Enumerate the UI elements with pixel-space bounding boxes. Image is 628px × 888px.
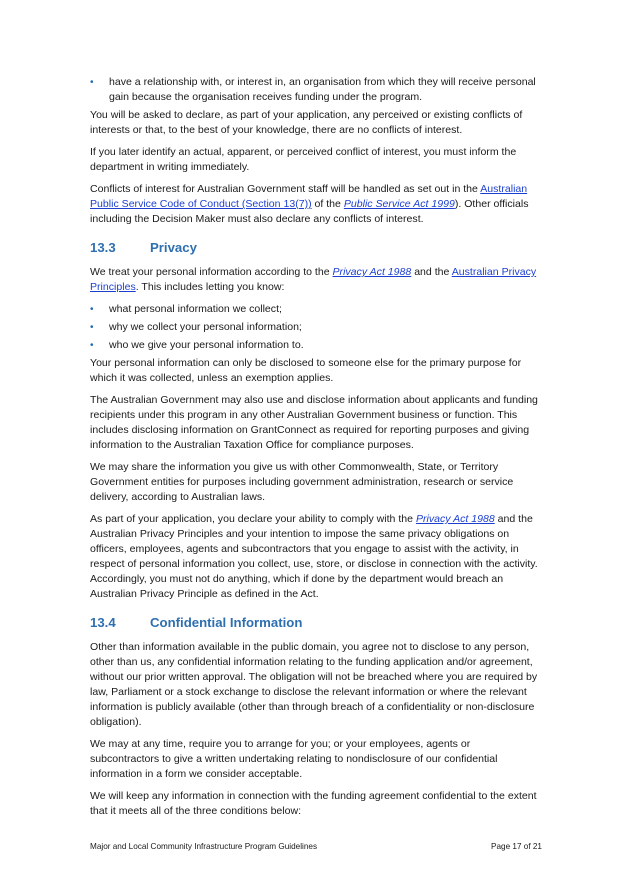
bullet-icon: • <box>90 77 94 88</box>
paragraph: Conflicts of interest for Australian Government staff will be handled as set out in the Australian Public Service Code of Conduct (Section 13(7)) of the Public Service Act 1999). Other officials including the Decision Maker must also declare any conflicts of interest. <box>90 183 529 225</box>
document-page <box>90 75 542 826</box>
page-footer <box>90 842 542 851</box>
page-number: Page 17 of 21 <box>491 842 542 851</box>
paragraph: If you later identify an actual, apparent, or perceived conflict of interest, you must inform the department in writing immediately. <box>90 146 517 173</box>
paragraph: We will keep any information in connection with the funding agreement confidential to the extent that it meets all of the three conditions below: <box>90 790 537 817</box>
public-service-act-link[interactable]: Public Service Act 1999 <box>343 198 455 210</box>
section-heading-privacy: 13.3 Privacy <box>90 240 197 255</box>
conflict-bullet-list <box>90 75 542 105</box>
australian-privacy-principles-link[interactable]: Australian Privacy Principles <box>90 266 537 293</box>
paragraph: As part of your application, you declare your ability to comply with the Privacy Act 1988 and the Australian Privacy Principles and your intention to impose the same privacy obligations on officers, employees, agents and subcontractors that you engage to assist with the activity, in respect of personal information you collect, use, store, or disclose in connection with the activity. Accordingly, you must not do anything, which if done by the department would breach an Australian Privacy Principle as defined in the Act. <box>90 513 538 600</box>
paragraph: Your personal information can only be disclosed to someone else for the primary purpose for which it was collected, unless an exemption applies. <box>90 357 522 384</box>
footer-title: Major and Local Community Infrastructure Program Guidelines <box>90 842 318 851</box>
list-item: • have a relationship with, or interest in, an organisation from which they will receive personal gain because the organisation receives funding under the program. <box>90 76 536 103</box>
paragraph: We may at any time, require you to arrange for you; or your employees, agents or subcontractors to give a written undertaking relating to nondisclosure of our confidential information in a form we consider acceptable. <box>90 738 498 780</box>
aps-code-of-conduct-link[interactable]: Australian Public Service Code of Conduct (Section 13(7)) <box>90 183 528 210</box>
bullet-icon: • <box>90 322 94 333</box>
list-item: • who we give your personal information to. <box>90 339 304 351</box>
section-heading-confidential: 13.4 Confidential Information <box>90 615 303 630</box>
privacy-act-link[interactable]: Privacy Act 1988 <box>415 513 495 525</box>
paragraph: The Australian Government may also use and disclose information about applicants and funding recipients under this program in any other Australian Government business or function. This includes disclosing information on GrantConnect as required for reporting purposes and giving information to the Australian Taxation Office for compliance purposes. <box>90 394 538 451</box>
list-item: • why we collect your personal information; <box>90 321 302 333</box>
paragraph: Other than information available in the public domain, you agree not to disclose to any person, other than us, any confidential information relating to the funding application and/or agreement, without our prior written approval. The obligation will not be breached where you are required by law, Parliament or a stock exchange to disclose the relevant information or where the relevant information is publicly available (other than through breach of a confidentiality or non-disclosure obligation). <box>90 641 538 728</box>
paragraph: We may share the information you give us with other Commonwealth, State, or Territory Government entities for purposes including government administration, research or service delivery, according to Australian laws. <box>90 461 514 503</box>
paragraph: You will be asked to declare, as part of your application, any perceived or existing conflicts of interests or that, to the best of your knowledge, there are no conflicts of interest. <box>90 109 523 136</box>
privacy-bullet-list <box>90 302 542 353</box>
bullet-icon: • <box>90 340 94 351</box>
paragraph: We treat your personal information according to the Privacy Act 1988 and the Australian Privacy Principles. This includes letting you know: <box>90 266 537 293</box>
list-item: • what personal information we collect; <box>90 303 282 315</box>
bullet-icon: • <box>90 304 94 315</box>
privacy-act-link[interactable]: Privacy Act 1988 <box>332 266 412 278</box>
